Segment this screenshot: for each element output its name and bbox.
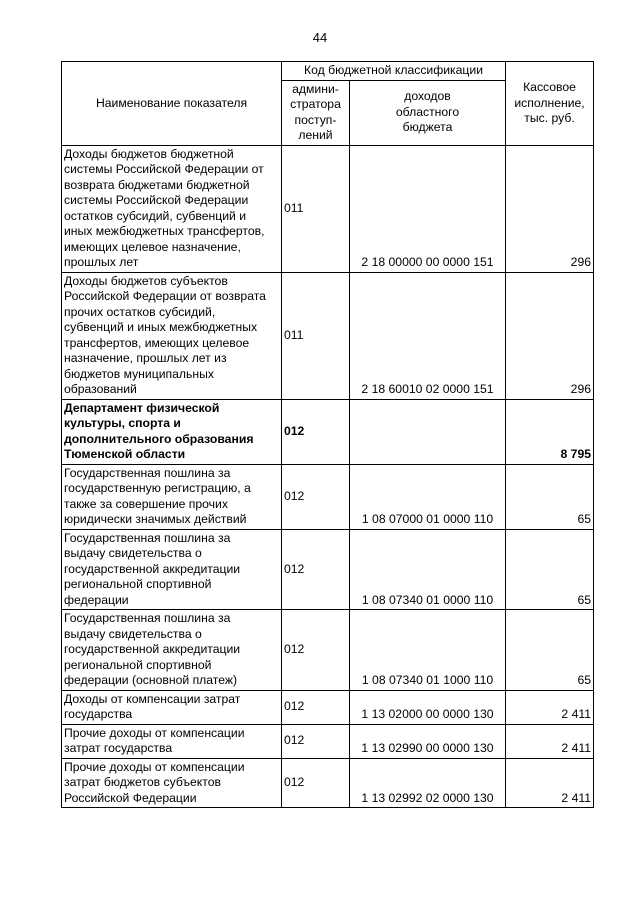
table-row <box>62 272 594 399</box>
header-admin: админи- стратора поступ- лений <box>282 80 350 145</box>
row-code: 1 13 02000 00 0000 130 <box>350 690 506 724</box>
row-name: Доходы бюджетов бюджетной системы Российской Федерации от возврата бюджетами бюджетной системы Российской Федерации остатков субсидий, субвенций и иных межбюджетных трансфертов, имеющих целевое назначение, прошлых лет <box>62 145 282 272</box>
row-admin: 011 <box>282 272 350 399</box>
row-amount: 2 411 <box>506 690 594 724</box>
table-body <box>62 145 594 808</box>
row-name: Доходы бюджетов субъектов Российской Федерации от возврата прочих остатков субсидий, субвенций и иных межбюджетных трансфертов, имеющих целевое назначение, прошлых лет из бюджетов муниципальных образований <box>62 272 282 399</box>
row-amount: 65 <box>506 529 594 610</box>
row-admin: 011 <box>282 145 350 272</box>
row-amount: 65 <box>506 464 594 529</box>
page-number: 44 <box>312 30 328 45</box>
table-row <box>62 145 594 272</box>
row-name: Департамент физической культуры, спорта и дополнительного образования Тюменской области <box>62 399 282 464</box>
row-amount: 296 <box>506 272 594 399</box>
row-admin: 012 <box>282 610 350 691</box>
row-amount: 2 411 <box>506 724 594 758</box>
row-admin: 012 <box>282 464 350 529</box>
header-kbk-group: Код бюджетной классификации <box>282 62 506 81</box>
row-admin: 012 <box>282 529 350 610</box>
row-name: Государственная пошлина за выдачу свидетельства о государственной аккредитации региональной спортивной федерации (основной платеж) <box>62 610 282 691</box>
row-admin: 012 <box>282 399 350 464</box>
row-code: 1 08 07000 01 0000 110 <box>350 464 506 529</box>
table-row <box>62 610 594 691</box>
row-name: Государственная пошлина за государственную регистрацию, а также за совершение прочих юридически значимых действий <box>62 464 282 529</box>
row-name: Прочие доходы от компенсации затрат бюджетов субъектов Российской Федерации <box>62 758 282 808</box>
table-row <box>62 724 594 758</box>
row-code: 1 13 02992 02 0000 130 <box>350 758 506 808</box>
row-name: Государственная пошлина за выдачу свидетельства о государственной аккредитации региональной спортивной федерации <box>62 529 282 610</box>
row-admin: 012 <box>282 690 350 724</box>
row-admin: 012 <box>282 724 350 758</box>
table-row <box>62 464 594 529</box>
row-name: Прочие доходы от компенсации затрат государства <box>62 724 282 758</box>
header-amount: Кассовое исполнение, тыс. руб. <box>506 62 594 146</box>
row-amount: 8 795 <box>506 399 594 464</box>
row-code: 1 13 02990 00 0000 130 <box>350 724 506 758</box>
row-code: 2 18 60010 02 0000 151 <box>350 272 506 399</box>
row-amount: 65 <box>506 610 594 691</box>
row-code: 1 08 07340 01 0000 110 <box>350 529 506 610</box>
table-row <box>62 690 594 724</box>
budget-table <box>61 61 594 808</box>
row-amount: 296 <box>506 145 594 272</box>
table-row <box>62 529 594 610</box>
row-admin: 012 <box>282 758 350 808</box>
table-row <box>62 399 594 464</box>
row-amount: 2 411 <box>506 758 594 808</box>
row-code: 1 08 07340 01 1000 110 <box>350 610 506 691</box>
header-name: Наименование показателя <box>62 62 282 146</box>
row-name: Доходы от компенсации затрат государства <box>62 690 282 724</box>
row-code: 2 18 00000 00 0000 151 <box>350 145 506 272</box>
header-income: доходов областного бюджета <box>350 80 506 145</box>
table-row <box>62 758 594 808</box>
row-code <box>350 399 506 464</box>
